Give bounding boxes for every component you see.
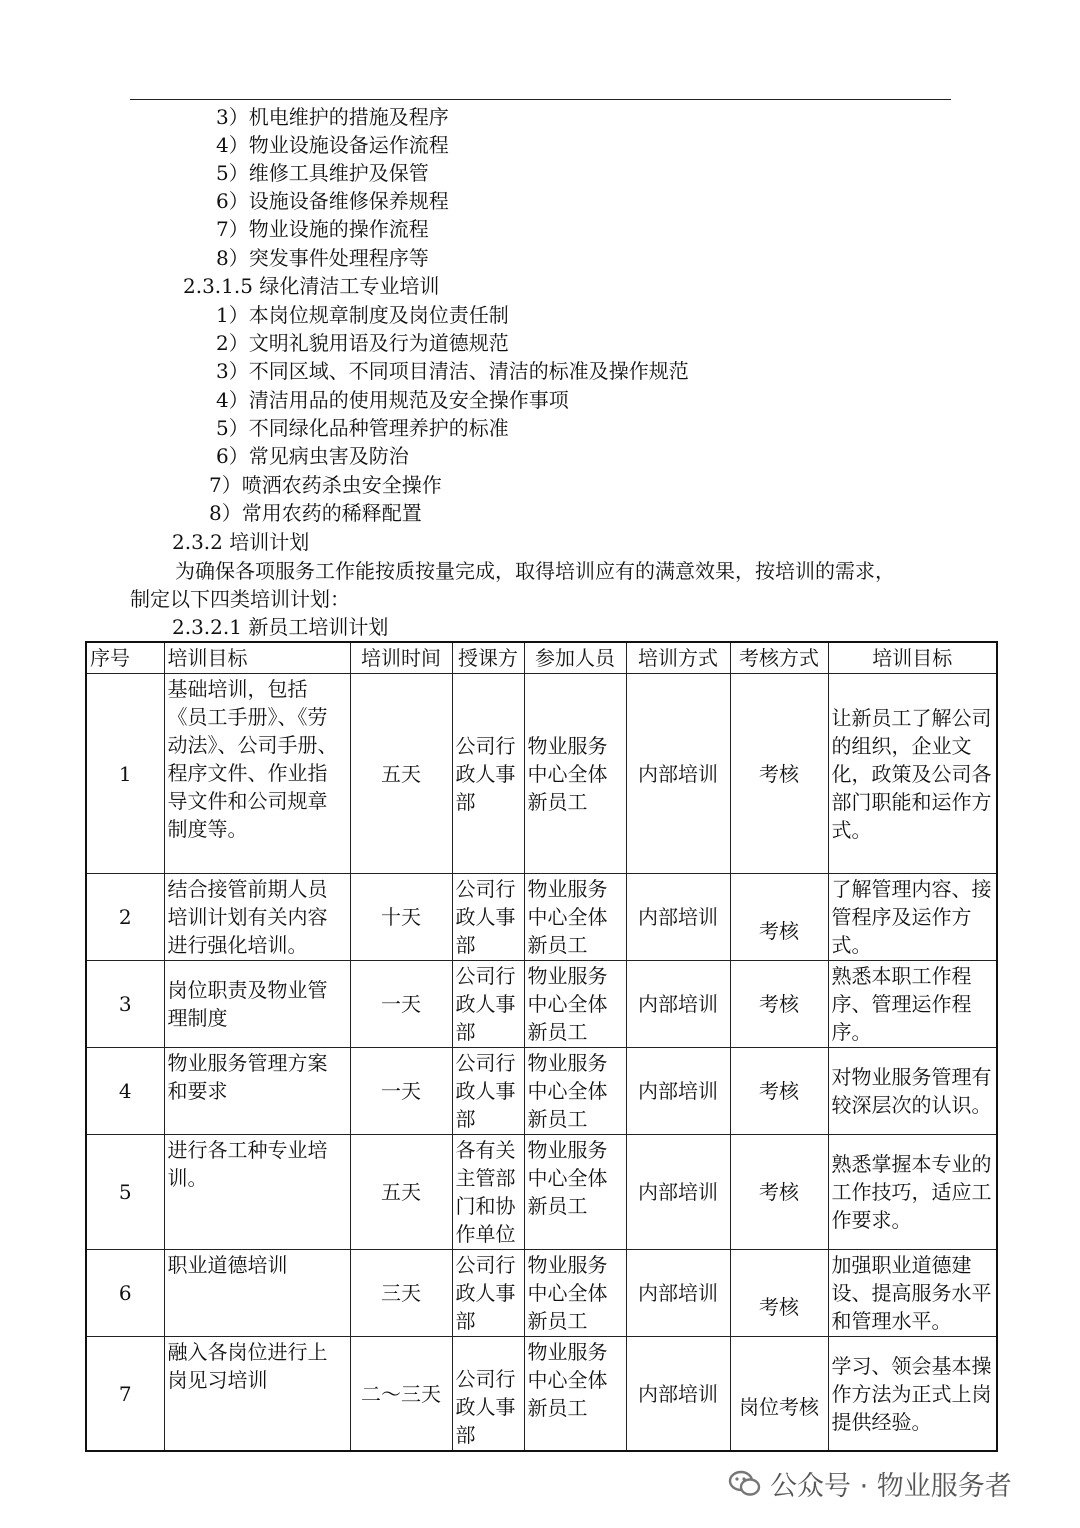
cell-seq: 5 [86,1135,164,1250]
cell-time: 一天 [350,1048,452,1135]
cell-lecturer: 公司行政人事部 [452,1048,524,1135]
list-item: 4）清洁用品的使用规范及安全操作事项 [216,388,569,412]
header-goal: 培训目标 [164,642,350,674]
list-item: 3）机电维护的措施及程序 [216,105,449,129]
header-assessment: 考核方式 [730,642,828,674]
cell-participants: 物业服务中心全体新员工 [524,1135,626,1250]
cell-assessment: 考核 [730,961,828,1048]
cell-participants: 物业服务中心全体新员工 [524,874,626,961]
cell-assessment: 岗位考核 [730,1337,828,1452]
section-heading-2321: 2.3.2.1 新员工培训计划 [172,615,389,639]
cell-goal: 基础培训，包括《员工手册》、《劳动法》、公司手册、程序文件、作业指导文件和公司规章制度等。 [164,674,350,874]
cell-participants: 物业服务中心全体新员工 [524,1048,626,1135]
header-rule [130,99,951,100]
list-item: 7）喷洒农药杀虫安全操作 [209,473,442,497]
paragraph-line-2: 制定以下四类培训计划： [130,587,350,611]
table-header-row [86,642,997,674]
table-row [86,1048,997,1135]
cell-participants: 物业服务中心全体新员工 [524,1250,626,1337]
cell-goal: 岗位职责及物业管理制度 [164,961,350,1048]
list-item: 8）常用农药的稀释配置 [209,501,422,525]
section-heading-232: 2.3.2 培训计划 [172,530,310,554]
cell-goal: 结合接管前期人员培训计划有关内容进行强化培训。 [164,874,350,961]
list-item: 5）维修工具维护及保管 [216,161,429,185]
cell-participants: 物业服务中心全体新员工 [524,961,626,1048]
cell-method: 内部培训 [626,1048,730,1135]
cell-method: 内部培训 [626,1337,730,1452]
list-item: 5）不同绿化品种管理养护的标准 [216,416,509,440]
cell-lecturer: 公司行政人事部 [452,874,524,961]
cell-seq: 4 [86,1048,164,1135]
table-row [86,874,997,961]
cell-goal: 物业服务管理方案和要求 [164,1048,350,1135]
table-row [86,1337,997,1452]
table-row [86,674,997,874]
watermark [728,1464,1012,1503]
cell-objective: 加强职业道德建设、提高服务水平和管理水平。 [828,1250,997,1337]
cell-objective: 让新员工了解公司的组织，企业文化，政策及公司各部门职能和运作方式。 [828,674,997,874]
list-item: 8）突发事件处理程序等 [216,246,429,270]
wechat-icon [728,1469,762,1499]
table-row [86,961,997,1048]
list-item: 4）物业设施设备运作流程 [216,133,449,157]
cell-assessment: 考核 [730,1135,828,1250]
cell-participants: 物业服务中心全体新员工 [524,674,626,874]
cell-goal: 职业道德培训 [164,1250,350,1337]
cell-seq: 7 [86,1337,164,1452]
section-heading-2315: 2.3.1.5 绿化清洁工专业培训 [183,274,440,298]
cell-assessment: 考核 [730,1048,828,1135]
header-participants: 参加人员 [524,642,626,674]
cell-time: 五天 [350,674,452,874]
cell-method: 内部培训 [626,961,730,1048]
cell-method: 内部培训 [626,674,730,874]
header-method: 培训方式 [626,642,730,674]
cell-seq: 1 [86,674,164,874]
header-time: 培训时间 [350,642,452,674]
header-lecturer: 授课方 [452,642,524,674]
cell-seq: 2 [86,874,164,961]
header-seq: 序号 [86,642,164,674]
table-row [86,1135,997,1250]
list-item: 7）物业设施的操作流程 [216,217,429,241]
cell-objective: 对物业服务管理有较深层次的认识。 [828,1048,997,1135]
header-objective: 培训目标 [828,642,997,674]
cell-method: 内部培训 [626,874,730,961]
cell-method: 内部培训 [626,1250,730,1337]
cell-lecturer: 公司行政人事部 [452,674,524,874]
list-item: 1）本岗位规章制度及岗位责任制 [216,303,509,327]
cell-lecturer: 各有关主管部门和协作单位 [452,1135,524,1250]
list-item: 6）常见病虫害及防治 [216,444,409,468]
cell-method: 内部培训 [626,1135,730,1250]
paragraph-line-1: 为确保各项服务工作能按质按量完成，取得培训应有的满意效果，按培训的需求， [175,559,895,583]
list-item: 2）文明礼貌用语及行为道德规范 [216,331,509,355]
cell-participants: 物业服务中心全体新员工 [524,1337,626,1452]
cell-objective: 学习、领会基本操作方法为正式上岗提供经验。 [828,1337,997,1452]
cell-objective: 熟悉本职工作程序、管理运作程序。 [828,961,997,1048]
cell-objective: 熟悉掌握本专业的工作技巧，适应工作要求。 [828,1135,997,1250]
cell-time: 三天 [350,1250,452,1337]
cell-seq: 6 [86,1250,164,1337]
list-item: 3）不同区域、不同项目清洁、清洁的标准及操作规范 [216,359,689,383]
cell-assessment: 考核 [730,1250,828,1337]
cell-assessment: 考核 [730,674,828,874]
cell-time: 二～三天 [350,1337,452,1452]
cell-goal: 进行各工种专业培训。 [164,1135,350,1250]
cell-lecturer: 公司行政人事部 [452,1337,524,1452]
table-row [86,1250,997,1337]
cell-time: 五天 [350,1135,452,1250]
cell-time: 一天 [350,961,452,1048]
list-item: 6）设施设备维修保养规程 [216,189,449,213]
training-plan-table [85,641,998,1452]
cell-lecturer: 公司行政人事部 [452,1250,524,1337]
cell-lecturer: 公司行政人事部 [452,961,524,1048]
watermark-text: 公众号 · 物业服务者 [770,1471,1012,1502]
cell-time: 十天 [350,874,452,961]
cell-objective: 了解管理内容、接管程序及运作方式。 [828,874,997,961]
cell-assessment: 考核 [730,874,828,961]
cell-goal: 融入各岗位进行上岗见习培训 [164,1337,350,1452]
cell-seq: 3 [86,961,164,1048]
